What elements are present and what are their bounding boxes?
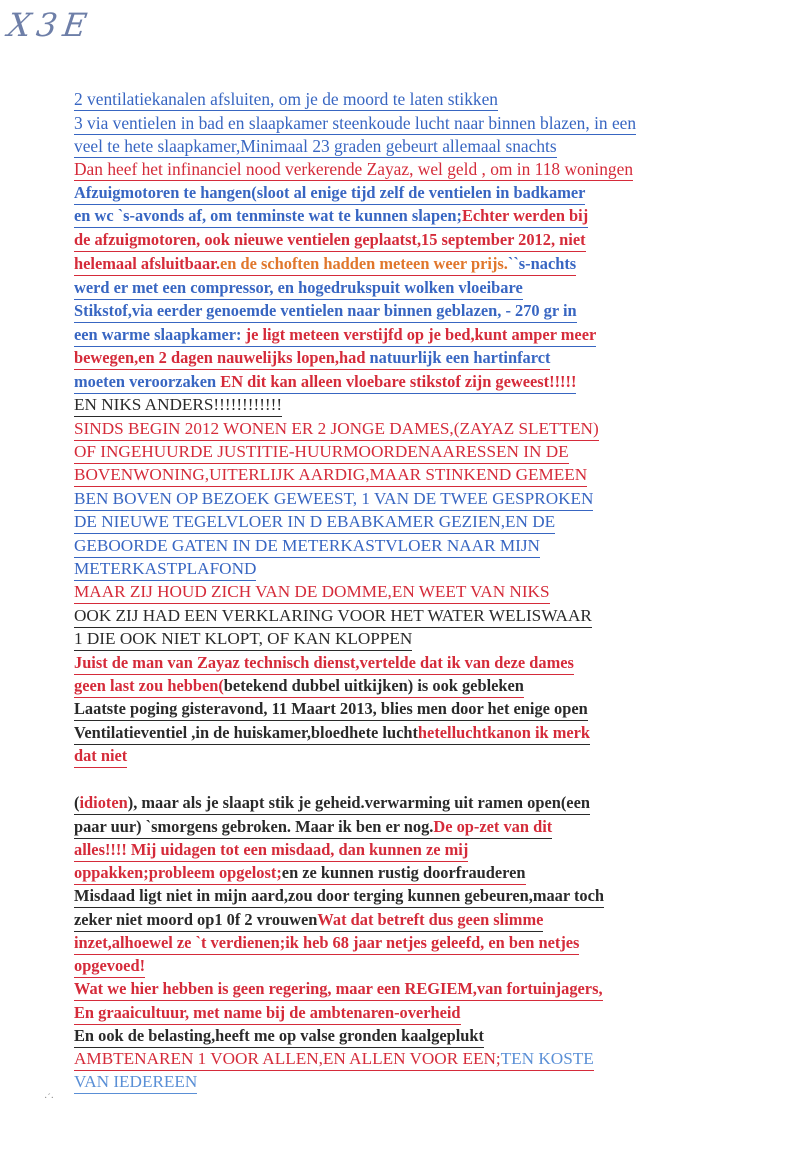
text-line (74, 978, 603, 1001)
text-line (74, 1048, 594, 1071)
text-segment: idioten (79, 793, 128, 812)
text-segment: Afzuigmotoren te hangen(sloot al enige tijd zelf de ventielen in badkamer (74, 183, 586, 202)
text-segment: dat niet (74, 746, 128, 765)
text-segment: veel te hete slaapkamer,Minimaal 23 graden gebeurt allemaal snachts (74, 136, 557, 156)
text-line (74, 205, 588, 228)
text-segment: ), maar als je slaapt stik je geheid.verwarming uit ramen open(een (127, 793, 590, 812)
text-line (74, 300, 577, 323)
text-line (74, 253, 576, 276)
text-line (74, 816, 552, 839)
text-line (74, 464, 587, 487)
text-line (74, 488, 593, 511)
text-segment: ( (74, 793, 80, 812)
text-line (74, 1025, 484, 1048)
text-segment: Misdaad ligt niet in mijn aard,zou door terging kunnen gebeuren,maar toch (74, 886, 604, 905)
text-line (74, 885, 604, 908)
text-line (74, 839, 468, 862)
text-segment: BOVENWONING,UITERLIJK AARDIG,MAAR STINKEND GEMEEN (74, 465, 588, 484)
text-segment: werd er met een compressor, en hogedrukspuit wolken vloeibare (74, 278, 523, 297)
text-segment: De op-zet van dit (433, 817, 553, 836)
handwritten-page-mark: X3E (5, 6, 96, 44)
text-segment: MAAR ZIJ HOUD ZICH VAN DE DOMME,EN WEET VAN NIKS (74, 582, 550, 601)
text-line (74, 1002, 461, 1025)
text-segment: betekend dubbel uitkijken) is ook gebleken (223, 676, 524, 695)
text-segment: een warme slaapkamer: (74, 325, 246, 344)
text-line (74, 394, 282, 417)
text-segment: Stikstof,via eerder genoemde ventielen naar binnen geblazen, - 270 gr in (74, 301, 577, 320)
text-line (74, 88, 498, 111)
text-line (74, 418, 599, 441)
text-line (74, 158, 633, 181)
text-segment: en de schoften hadden meteen weer prijs. (220, 254, 508, 273)
text-segment: bewegen,en 2 dagen nauwelijks lopen,had (74, 348, 370, 367)
text-line (74, 135, 557, 158)
text-segment: TEN KOSTE (500, 1049, 594, 1068)
text-segment: je ligt meteen verstijfd op je bed,kunt amper meer (245, 325, 597, 344)
text-line (74, 324, 596, 347)
text-line (74, 909, 543, 932)
text-segment: DE NIEUWE TEGELVLOER IN D EBABKAMER GEZIEN,EN DE (74, 512, 556, 531)
text-line (74, 535, 540, 558)
text-segment: zeker niet moord op1 0f 2 vrouwen (74, 910, 318, 929)
text-line (74, 441, 569, 464)
text-segment: moeten veroorzaken (74, 372, 221, 391)
text-segment: Ventilatieventiel ,in de huiskamer,bloedhete lucht (74, 723, 418, 742)
text-segment: Laatste poging gisteravond, 11 Maart 2013, blies men door het enige open (74, 699, 588, 718)
text-line (74, 277, 523, 300)
text-line (74, 581, 550, 604)
text-segment: Dan heef het infinanciel nood verkerende Zayaz, wel geld , om in 118 woningen (74, 159, 634, 179)
text-segment: VAN IEDEREEN (74, 1072, 198, 1091)
text-segment: oppakken;probleem opgelost; (74, 863, 282, 882)
text-segment: 1 DIE OOK NIET KLOPT, OF KAN KLOPPEN (74, 629, 413, 648)
text-segment: AMBTENAREN 1 VOOR ALLEN,EN ALLEN VOOR EEN; (74, 1049, 501, 1068)
text-segment: BEN BOVEN OP BEZOEK GEWEEST, 1 VAN DE TWEE GESPROKEN (74, 489, 594, 508)
scan-speck: ·´· (44, 1093, 54, 1104)
text-line (74, 558, 256, 581)
text-segment: Juist de man van Zayaz technisch dienst,vertelde dat ik van deze dames (74, 653, 574, 672)
text-segment: EN NIKS ANDERS!!!!!!!!!!!! (74, 395, 283, 414)
text-segment: paar uur) `smorgens gebroken. Maar ik ben er nog. (74, 817, 434, 836)
text-segment: METERKASTPLAFOND (74, 559, 257, 578)
text-segment: Wat we hier hebben is geen regering, maar een REGIEM,van fortuinjagers, (74, 979, 603, 998)
text-segment: SINDS BEGIN 2012 WONEN ER 2 JONGE DAMES,(ZAYAZ SLETTEN) (74, 419, 599, 438)
text-segment: hetelluchtkanon ik merk (417, 723, 591, 742)
text-line (74, 229, 586, 252)
text-line (74, 792, 590, 815)
text-line (74, 112, 636, 135)
text-line (74, 371, 576, 394)
text-segment: helemaal afsluitbaar. (74, 254, 221, 273)
text-line (74, 347, 550, 370)
text-segment: 3 via ventielen in bad en slaapkamer steenkoude lucht naar binnen blazen, in een (74, 113, 637, 133)
text-segment: en ze kunnen rustig doorfrauderen (281, 863, 526, 882)
text-segment: 2 ventilatiekanalen afsluiten, om je de moord te laten stikken (74, 89, 499, 109)
text-line (74, 675, 524, 698)
text-segment: de afzuigmotoren, ook nieuwe ventielen geplaatst,15 september 2012, niet (74, 230, 586, 249)
text-line (74, 652, 574, 675)
text-segment: En graaicultuur, met name bij de ambtenaren-overheid (74, 1003, 461, 1022)
text-line (74, 511, 555, 534)
text-segment: EN dit kan alleen vloebare stikstof zijn geweest!!!!! (220, 372, 577, 391)
text-segment: En ook de belasting,heeft me op valse gronden kaalgeplukt (74, 1026, 484, 1045)
text-line (74, 605, 592, 628)
text-line (74, 862, 526, 885)
text-line (74, 932, 579, 955)
text-line (74, 698, 588, 721)
text-segment: alles!!!! Mij uidagen tot een misdaad, dan kunnen ze mij (74, 840, 469, 859)
text-segment: OF INGEHUURDE JUSTITIE-HUURMOORDENAARESSEN IN DE (74, 442, 569, 461)
text-segment: Echter werden bij (461, 206, 589, 225)
text-line (74, 182, 585, 205)
text-segment: inzet,alhoewel ze `t verdienen;ik heb 68 jaar netjes geleefd, en ben netjes (74, 933, 580, 952)
text-line (74, 1071, 197, 1094)
text-line (74, 628, 412, 651)
text-segment: Wat dat betreft dus geen slimme (317, 910, 544, 929)
text-segment: OOK ZIJ HAD EEN VERKLARING VOOR HET WATER WELISWAAR (74, 606, 592, 625)
text-segment: natuurlijk een hartinfarct (369, 348, 551, 367)
text-segment: GEBOORDE GATEN IN DE METERKASTVLOER NAAR MIJN (74, 536, 540, 555)
text-segment: en wc `s-avonds af, om tenminste wat te kunnen slapen; (74, 206, 462, 225)
text-segment: geen last zou hebben( (74, 676, 224, 695)
text-line (74, 955, 145, 978)
text-segment: opgevoed! (74, 956, 146, 975)
text-line (74, 722, 590, 745)
text-segment: ``s-nachts (507, 254, 577, 273)
text-line (74, 745, 127, 768)
